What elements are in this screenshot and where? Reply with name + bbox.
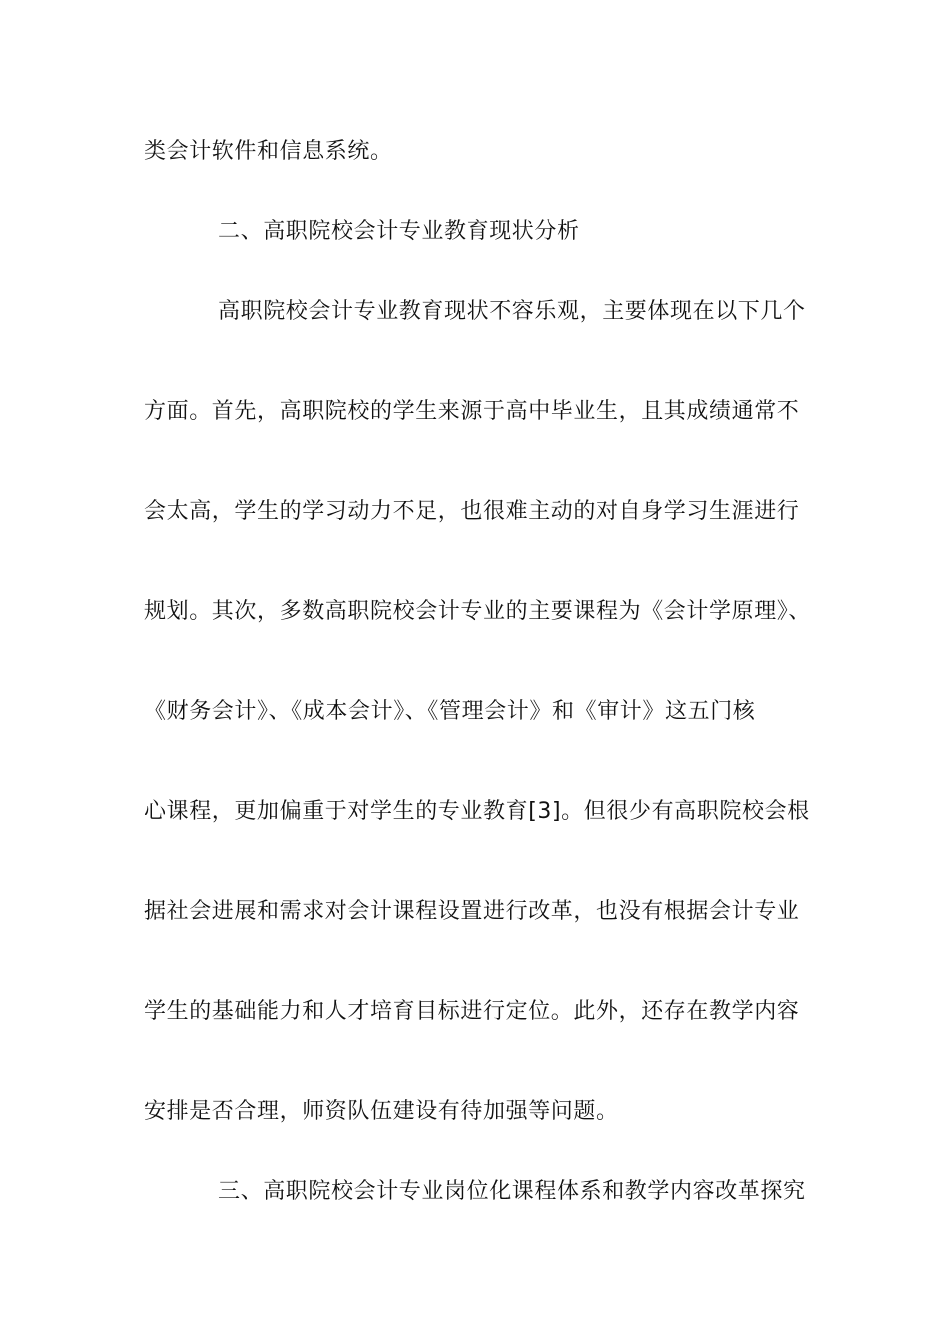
- paragraph-line: 高职院校会计专业教育现状不容乐观，主要体现在以下几个: [218, 299, 806, 324]
- section-heading-2: 二、高职院校会计专业教育现状分析: [218, 219, 580, 244]
- paragraph-line: 《财务会计》、《成本会计》、《管理会计》和《审计》这五门核: [144, 699, 756, 724]
- paragraph-line: 据社会进展和需求对会计课程设置进行改革，也没有根据会计专业: [144, 899, 800, 924]
- paragraph-line: 规划。其次，多数高职院校会计专业的主要课程为《会计学原理》、: [144, 599, 812, 624]
- paragraph-line: 类会计软件和信息系统。: [144, 139, 393, 164]
- paragraph-line: 心课程，更加偏重于对学生的专业教育[3]。但很少有高职院校会根: [144, 799, 810, 824]
- paragraph-line: 学生的基础能力和人才培育目标进行定位。此外，还存在教学内容: [144, 999, 800, 1024]
- section-heading-3: 三、高职院校会计专业岗位化课程体系和教学内容改革探究: [218, 1179, 806, 1204]
- paragraph-line: 会太高，学生的学习动力不足，也很难主动的对自身学习生涯进行: [144, 499, 800, 524]
- paragraph-line: 方面。首先，高职院校的学生来源于高中毕业生，且其成绩通常不: [144, 399, 800, 424]
- paragraph-line: 安排是否合理，师资队伍建设有待加强等问题。: [144, 1099, 619, 1124]
